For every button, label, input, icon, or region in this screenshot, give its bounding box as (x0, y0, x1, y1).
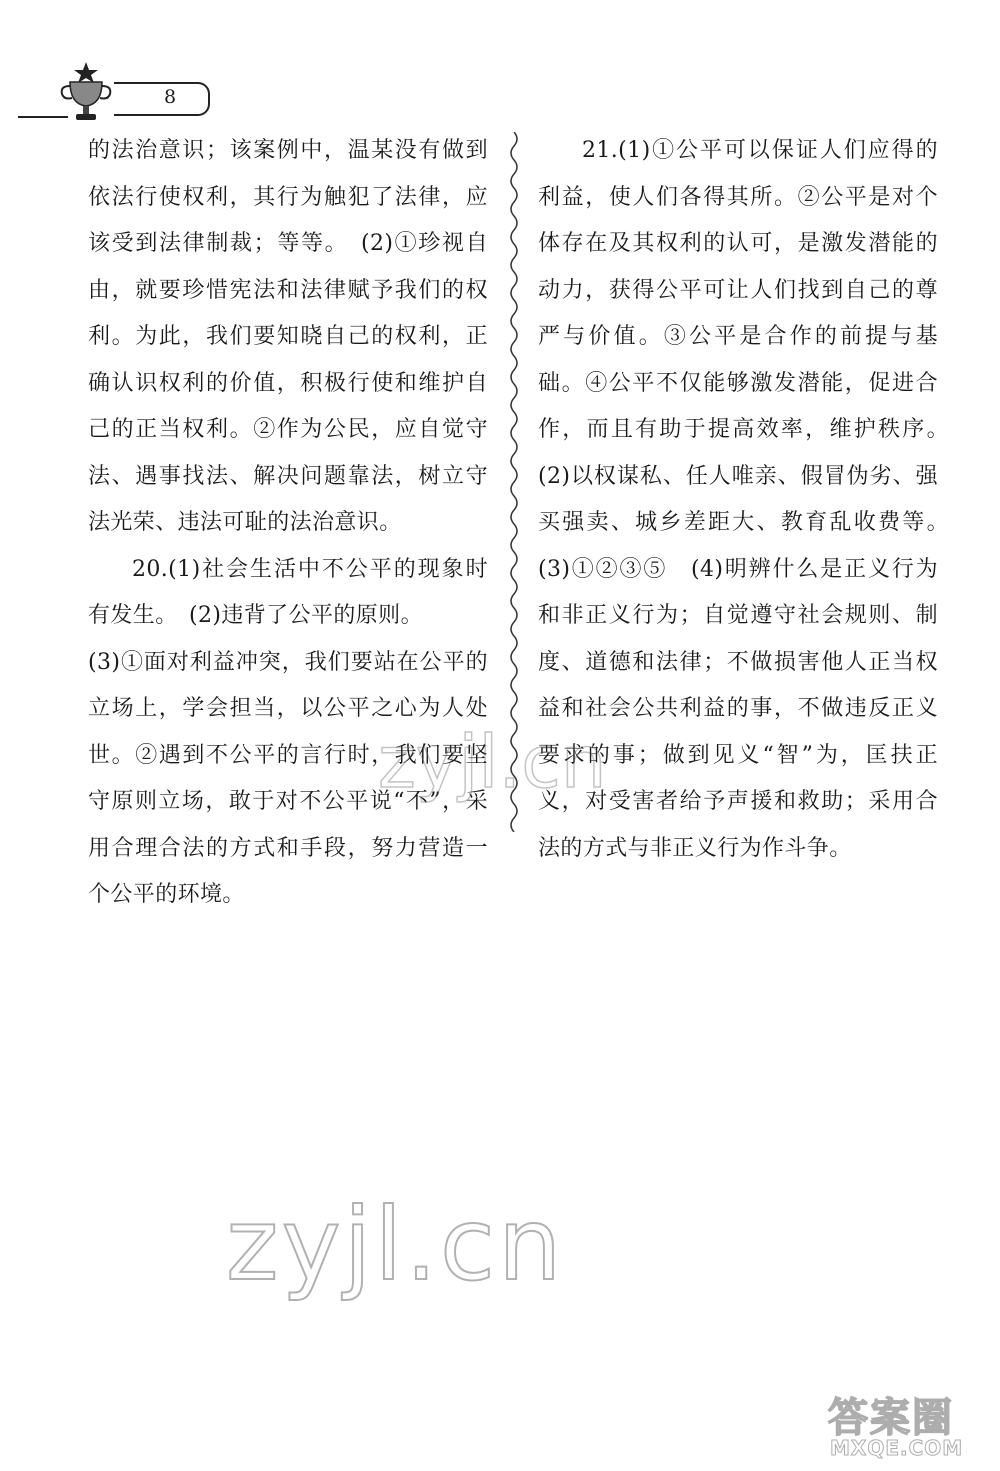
right-paragraph-1: 21.(1)①公平可以保证人们应得的利益，使人们各得其所。②公平是对个体存在及其权利的认可，是激发潜能的动力，获得公平可让人们找到自己的尊严与价值。③公平是合作的前提与基础。④公平不仅能够激发潜能，促进合作，而且有助于提高效率，维护秩序。 (2)以权谋私、任人唯亲、假冒伪劣、强买强卖、城乡差距大、教育乱收费等。 (3)①②③⑤ (4)明辨什么是正义行为和非正义行为；自觉遵守社会规则、制度、道德和法律；不做损害他人正当权益和社会公共利益的事，不做违反正义要求的事；做到见义“智”为，匡扶正义，对受害者给予声援和救助；采用合法的方式与非正义行为作斗争。 (538, 138, 961, 861)
corner-watermark-url: MXQE.COM (830, 1436, 964, 1460)
page-number-frame (114, 82, 210, 116)
watermark-large: zyjl.cn (226, 1186, 565, 1303)
header-rule (18, 116, 68, 118)
left-paragraph-1: 的法治意识；该案例中，温某没有做到依法行使权利，其行为触犯了法律，应该受到法律制裁；等等。 (2)①珍视自由，就要珍惜宪法和法律赋予我们的权利。为此，我们要知晓自己的权利，正确认识权利的价值，积极行使和维护自己的正当权利。②作为公民，应自觉守法、遇事找法、解决问题靠法，树立守法光荣、违法可耻的法治意识。 (88, 138, 488, 535)
trophy-icon (56, 60, 116, 122)
corner-watermark-logo (828, 1395, 990, 1468)
corner-watermark-title: 答案圈 (828, 1395, 954, 1441)
left-paragraph-2: 20.(1)社会生活中不公平的现象时有发生。 (2)违背了公平的原则。 (88, 556, 488, 628)
page-number: 8 (164, 86, 177, 108)
page-header (18, 60, 198, 122)
left-paragraph-3: (3)①面对利益冲突，我们要站在公平的立场上，学会担当，以公平之心为人处世。②遇到不公平的言行时，我们要坚守原则立场，敢于对不公平说“不”，采用合理合法的方式和手段，努力营造一个公平的环境。 (88, 649, 488, 907)
watermark-small: zyjl.cn (378, 720, 607, 804)
